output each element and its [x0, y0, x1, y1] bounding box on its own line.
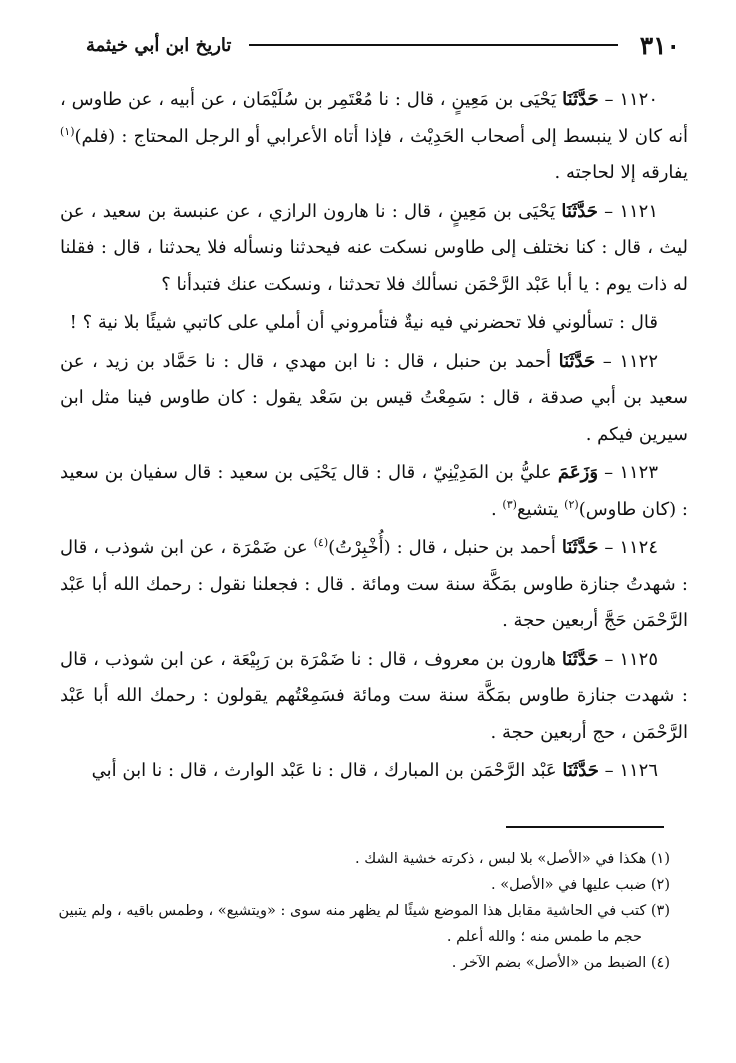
entry-number: ١١٢٦: [619, 760, 658, 781]
page-header: [86, 28, 680, 62]
chain-lead: حَدَّثَنَا: [561, 200, 598, 222]
footnote-1: (١) هكذا في «الأصل» بلا لبس ، ذكرته خشية الشك .: [355, 851, 670, 867]
entry-number: ١١٢٢: [619, 350, 658, 372]
entry-text: أحمد بن حنبل ، قال : نا ابن مهدي ، قال : نا حَمَّاد بن زيد ، عن سعيد بن أبي صدقة ، قال : سَمِعْتُ قيس بن سَعْد يقول : كان طاوس فينا مثل ابن سيرين فيكم .: [60, 350, 688, 445]
chain-lead: حَدَّثَنَا: [561, 537, 599, 558]
entry-text: عليُّ بن المَدِيْنِيّ ، قال : قال يَحْيَى بن سعيد : قال سفيان بن سعيد : (كان طاوس): [60, 462, 688, 520]
entry-number: ١١٢٣: [619, 462, 658, 483]
entry-number: ١١٢٤: [619, 537, 658, 558]
footnote-2: (٢) ضبب عليها في «الأصل» .: [491, 877, 670, 893]
entry-1121: ١١٢١ – حَدَّثَنَا يَحْيَى بن مَعِينٍ ، قال : نا هارون الرازي ، عن عنبسة بن سعيد ، عن ليث ، قال : كنا نختلف إلى طاوس نسكت عنه فيحدثنا ونسأله فلا يحدثنا ، قال : فقلنا له ذات يوم : يا أبا عَبْد الرَّحْمَن نسألك فلا تحدثنا ، ونسكت عنك فتبدأنا ؟: [60, 200, 688, 295]
footnote-4: (٤) الضبط من «الأصل» بضم الآخر .: [451, 955, 670, 971]
entry-text: يَحْيَى بن مَعِينٍ ، قال : نا هارون الرازي ، عن عنبسة بن سعيد ، عن ليث ، قال : كنا نختلف إلى طاوس نسكت عنه فيحدثنا ونسأله فلا يحدثنا ، قال : فقلنا له ذات يوم : يا أبا عَبْد الرَّحْمَن نسألك فلا تحدثنا ، ونسكت عنك فتبدأنا ؟: [60, 200, 688, 295]
entry-number: ١١٢٥: [619, 648, 658, 670]
entry-1125: ١١٢٥ – حَدَّثَنَا هارون بن معروف ، قال : نا ضَمْرَة بن رَبِيْعَة ، عن ابن شوذب ، قال : شهدت جنازة طاوس بمَكَّة سنة ست ومائة فسَمِعْتُهم يقولون : رحمك الله أبا عَبْد الرَّحْمَن ، حج أربعين حجة .: [60, 648, 688, 743]
entry-text: يَحْيَى بن مَعِينٍ ، قال : نا مُعْتَمِر بن سُلَيْمَان ، عن أبيه ، عن طاوس ، أنه كان لا ينبسط إلى أصحاب الحَدِيْث ، فإذا أتاه الأعرابي أو الرجل المحتاج : (فلم): [60, 89, 688, 147]
entry-text: هارون بن معروف ، قال : نا ضَمْرَة بن رَبِيْعَة ، عن ابن شوذب ، قال : شهدت جنازة طاوس بمَكَّة سنة ست ومائة فسَمِعْتُهم يقولون : رحمك الله أبا عَبْد الرَّحْمَن ، حج أربعين حجة .: [60, 648, 688, 743]
entry-text: قال : تسألوني فلا تحضرني فيه نيةٌ فتأمروني أن أملي على كاتبي شيئًا بلا نية ؟ !: [69, 312, 658, 333]
chain-lead: حَدَّثَنَا: [562, 760, 599, 781]
footnote-3: (٣) كتب في الحاشية مقابل هذا الموضع شيئًا لم يظهر منه سوى : «ويتشيع» ، وطمس باقيه ، ولم يتبين: [58, 903, 670, 919]
chain-lead: حَدَّثَنَا: [558, 350, 596, 372]
entry-text-after: يتشيع: [516, 498, 565, 520]
entry-text: عَبْد الرَّحْمَن بن المبارك ، قال : نا عَبْد الوارث ، قال : نا ابن أبي: [91, 760, 557, 781]
page-number: ٣١٠: [639, 30, 680, 60]
footnote-separator: [506, 826, 664, 828]
entry-number: ١١٢٠: [619, 89, 659, 110]
header-rule: [249, 44, 617, 46]
entry-1122: ١١٢٢ – حَدَّثَنَا أحمد بن حنبل ، قال : نا ابن مهدي ، قال : نا حَمَّاد بن زيد ، عن سعيد بن أبي صدقة ، قال : سَمِعْتُ قيس بن سَعْد يقول : كان طاوس فينا مثل ابن سيرين فيكم .: [60, 350, 688, 445]
footnote-ref: (٢): [564, 497, 579, 511]
entry-1120: ١١٢٠ – حَدَّثَنَا يَحْيَى بن مَعِينٍ ، قال : نا مُعْتَمِر بن سُلَيْمَان ، عن أبيه ، عن طاوس ، أنه كان لا ينبسط إلى أصحاب الحَدِيْث ، فإذا أتاه الأعرابي أو الرجل المحتاج : (فلم)$^{(١)}$ يفارقه إلا لحاجته .: [60, 89, 688, 183]
entry-1126: ١١٢٦ – حَدَّثَنَا عَبْد الرَّحْمَن بن المبارك ، قال : نا عَبْد الوارث ، قال : نا ابن أبي: [91, 760, 658, 781]
entry-text-after: عن ضَمْرَة ، عن ابن شوذب ، قال : شهدتُ جنازة طاوس بمَكَّة سنة ست ومائة . قال : فجعلنا نقول : رحمك الله أبا عَبْد الرَّحْمَن حَجَّ أربعين حجة .: [60, 537, 688, 631]
main-text: [60, 82, 688, 792]
footnote-3-continuation: حجم ما طمس منه ؛ والله أعلم .: [446, 929, 642, 945]
entry-1124: ١١٢٤ – حَدَّثَنَا أحمد بن حنبل ، قال : (أُخْبِرْتُ)$^{(٤)}$ عن ضَمْرَة ، عن ابن شوذب ، قال : شهدتُ جنازة طاوس بمَكَّة سنة ست ومائة . قال : فجعلنا نقول : رحمك الله أبا عَبْد الرَّحْمَن حَجَّ أربعين حجة .: [60, 536, 688, 631]
footnote-ref: (٤): [313, 536, 329, 549]
running-title: تاريخ ابن أبي خيثمة: [86, 34, 232, 56]
chain-lead: حَدَّثَنَا: [561, 648, 599, 670]
footnote-ref: (٣): [502, 497, 517, 511]
entry-text: أحمد بن حنبل ، قال : (أُخْبِرْتُ): [328, 537, 556, 558]
footnotes: [50, 846, 670, 976]
footnote-ref: (١): [60, 124, 75, 138]
entry-1121-continuation: [60, 305, 688, 342]
entry-text-end: .: [490, 498, 503, 520]
entry-text-after: يفارقه إلا لحاجته .: [554, 162, 688, 183]
chain-lead: حَدَّثَنَا: [562, 89, 599, 110]
entry-1123: ١١٢٣ – وَزَعَمَ عليُّ بن المَدِيْنِيّ ، قال : قال يَحْيَى بن سعيد : قال سفيان بن سعيد : (كان طاوس)$^{(٢)}$ يتشيع$^{(٣)}$ .: [60, 462, 688, 520]
entry-number: ١١٢١: [619, 200, 658, 222]
chain-lead: وَزَعَمَ: [557, 462, 599, 483]
